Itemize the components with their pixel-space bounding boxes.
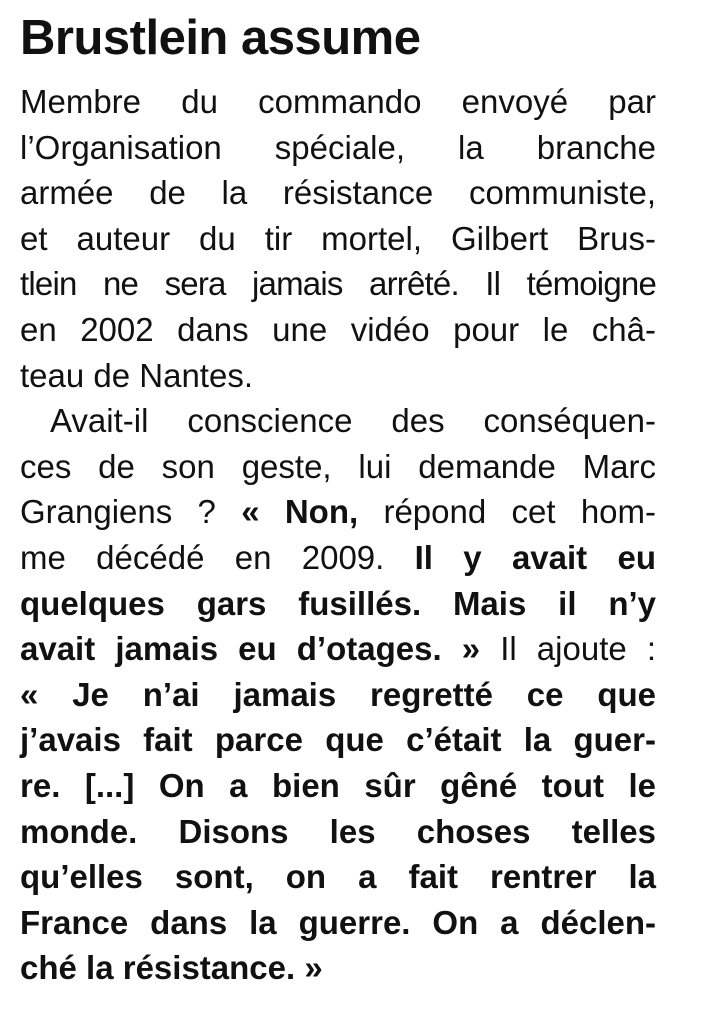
text-line: et auteur du tir mortel, Gilbert Brus-	[20, 219, 656, 257]
text-line: Avait-il conscience des conséquen-	[50, 402, 656, 440]
text-run: Il ajoute :	[500, 630, 656, 668]
quote-line: re. [...] On a bien sûr gêné tout le	[20, 766, 656, 804]
article-body	[20, 79, 656, 991]
quote-line: ché la résistance. »	[20, 949, 323, 987]
text-line: armée de la résistance communiste,	[20, 174, 656, 212]
quote-line: monde. Disons les choses telles	[20, 812, 656, 850]
paragraph-intro	[20, 79, 656, 398]
paragraph-quote	[20, 398, 656, 991]
text-line	[20, 626, 656, 672]
quote-bold-run: Il y avait eu	[414, 538, 656, 576]
text-line: l’Organisation spéciale, la branche	[20, 128, 656, 166]
text-line	[20, 489, 656, 535]
article-headline: Brustlein assume	[20, 11, 421, 65]
quote-line: quelques gars fusillés. Mais il n’y	[20, 584, 656, 622]
text-run: répond cet hom-	[383, 493, 657, 531]
text-line: teau de Nantes.	[20, 356, 253, 394]
quote-line: qu’elles sont, on a fait rentrer la	[20, 858, 656, 896]
text-line: tlein ne sera jamais arrêté. Il témoigne	[20, 265, 656, 303]
text-run: me décédé en 2009.	[20, 538, 385, 576]
article	[20, 6, 656, 991]
text-line: en 2002 dans une vidéo pour le châ-	[20, 310, 656, 348]
quote-bold-run: avait jamais eu d’otages. »	[20, 630, 481, 668]
text-line: ces de son geste, lui demande Marc	[20, 447, 656, 485]
quote-bold-run: « Non,	[241, 493, 359, 531]
text-line	[20, 535, 656, 581]
quote-line: France dans la guerre. On a déclen-	[20, 903, 656, 941]
text-run: Grangiens ?	[20, 493, 216, 531]
text-line: Membre du commando envoyé par	[20, 83, 656, 120]
quote-line: j’avais fait parce que c’était la guer-	[20, 721, 656, 759]
quote-line: « Je n’ai jamais regretté ce que	[20, 675, 656, 713]
